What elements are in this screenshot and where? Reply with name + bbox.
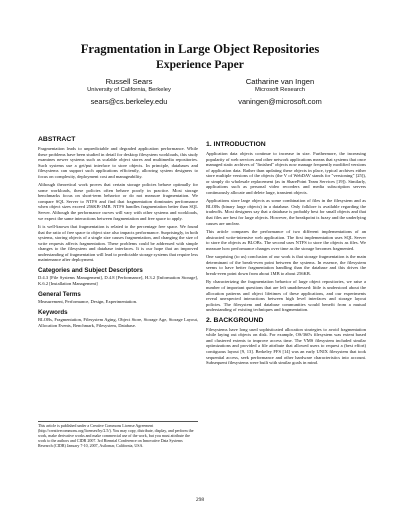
categories-heading: Categories and Subject Descriptors xyxy=(38,266,143,274)
author-email: sears@cs.berkeley.edu xyxy=(90,97,168,106)
keywords-text: BLOBs, Fragmentation, Filesystem Aging, Object Store, Storage Age, Storage Layout, Allocation Events, Benchmark, Filesystem, Database. xyxy=(38,317,198,328)
general-terms-heading: General Terms xyxy=(38,290,81,298)
general-terms-text: Measurement, Performance, Design, Experimentation. xyxy=(38,299,138,305)
background-heading: 2. BACKGROUND xyxy=(206,316,264,324)
author-affiliation: University of California, Berkeley xyxy=(87,87,171,93)
license-footnote: This article is published under a Creative Commons License Agreement (http://creativecommons.org/licenses/by/2.5/). You may copy, distribute, display, and perform the work, make derivative works and make commercial use of the work, but you must attribute the work to the authors and CIDR 2007. 3rd Biennial Conference on Innovative Data Systems Research (CIDR) January 7-10, 2007, Asilomar, California, USA. xyxy=(38,421,198,449)
categories-text: D.4.3 [File Systems Management], D.4.8 [Performance], H.3.2 [Information Storage], K.6.2 [Installation Management] xyxy=(38,275,198,286)
author-name: Russell Sears xyxy=(105,77,153,86)
paper-title: Fragmentation in Large Object Repositories xyxy=(80,42,320,56)
author-name: Catharine van Ingen xyxy=(245,77,315,86)
introduction-paragraph: By characterizing the fragmentation behavior of large object repositories, we raise a number of important questions that are left unaddressed: little is understood about the allocation patterns and object lifetimes of these applications, and our experiments reveal unexpected interactions between high level interfaces and storage layout policies. The filesystem and database communities would benefit from a mutual understanding of existing techniques and fragmentation. xyxy=(206,279,366,313)
author-block-1 xyxy=(44,77,214,107)
abstract-paragraph: Fragmentation leads to unpredictable and degraded application performance. While these problems have been studied in detail for desktop filesystem workloads, this study examines newer systems such as scalable object stores and multimedia repositories. Such systems use a get/put interface to store objects. In principle, databases and filesystems can support such applications efficiently, allowing system designers to focus on complexity, deployment cost and manageability. xyxy=(38,146,198,179)
right-column xyxy=(206,141,366,369)
abstract-heading: ABSTRACT xyxy=(38,136,76,143)
abstract-paragraph: It is well-known that fragmentation is related to the percentage free space. We found that the ratio of free space to object size also impacts performance. Surprisingly, in both systems, storing objects of a single size causes fragmentation, and changing the size of write requests affects fragmentation. These problems could be addressed with simple changes to the filesystem and database interfaces. It is our hope that an improved understanding of fragmentation will lead to predictable storage systems that require less maintenance after deployment. xyxy=(38,224,198,263)
page-number: 298 xyxy=(195,497,205,503)
introduction-heading: 1. INTRODUCTION xyxy=(206,141,266,148)
author-affiliation: Microsoft Research xyxy=(255,87,305,93)
introduction-paragraph: Application data objects continue to increase in size. Furthermore, the increasing popularity of web services and other network applications means that systems that once managed static archives of "finished" objects now manage frequently modified versions of application data. Rather than updating these objects in place, typical archives either store multiple versions of the objects (the V of WebDAV stands for "versioning" [25]), or simply do wholesale replacement (as in SharePoint Team Services [19]). Similarly, applications such as personal video recorders and media subscription servers continuously allocate and delete large, transient objects. xyxy=(206,151,366,195)
left-column xyxy=(38,136,198,331)
author-block-2 xyxy=(195,77,365,107)
abstract-paragraph: Although theoretical work proves that certain storage policies behave optimally for some workloads, these policies often behave poorly in practice. Most storage benchmarks focus on short-term behavior or do not measure fragmentation. We compare SQL Server to NTFS and find that fragmentation dominates performance when object sizes exceed 256KB-1MB. NTFS handles fragmentation better than SQL Server. Although the performance curves will vary with other systems and workloads, we expect the same interactions between fragmentation and free space to apply. xyxy=(38,182,198,221)
introduction-paragraph: One surprising (to us) conclusion of our work is that storage fragmentation is the main determinant of the break-even point between the systems. In essence, the filesystem seems to have better fragmentation handling than the database and this drives the break-even point down from about 1MB to about 256KB. xyxy=(206,254,366,276)
paper-subtitle: Experience Paper xyxy=(156,58,244,71)
author-email: vaningen@microsoft.com xyxy=(238,97,322,106)
background-paragraph: Filesystems have long used sophisticated allocation strategies to avoid fragmentation while laying out objects on disk. For example, OS/360's filesystem was extent based and clustered extents to improve access time. The VMS filesystem included similar optimizations and provided a file attribute that allowed users to request a (best effort) contiguous layout [9, 13]. Berkeley FFS [14] was an early UNIX filesystem that took sequential access, seek performance and other hardware characteristics into account. Subsequent filesystems were built with similar goals in mind. xyxy=(206,326,366,366)
introduction-paragraph: Applications store large objects as some combination of files in the filesystem and as BLOBs (binary large objects) in a database. Only folklore is available regarding the tradeoffs. Most designers say that a database is probably best for small objects and that that files are best for large objects. However, the breakpoint is fuzzy and the underlying causes are unclear. xyxy=(206,198,366,226)
introduction-paragraph: This article compares the performance of two different implementations of an abstracted write-intensive web application. The first implementation uses SQL Server to store the objects as BLOBs. The second uses NTFS to store the objects as files. We measure how performance changes over time as the storage becomes fragmented. xyxy=(206,229,366,251)
keywords-heading: Keywords xyxy=(38,308,68,316)
